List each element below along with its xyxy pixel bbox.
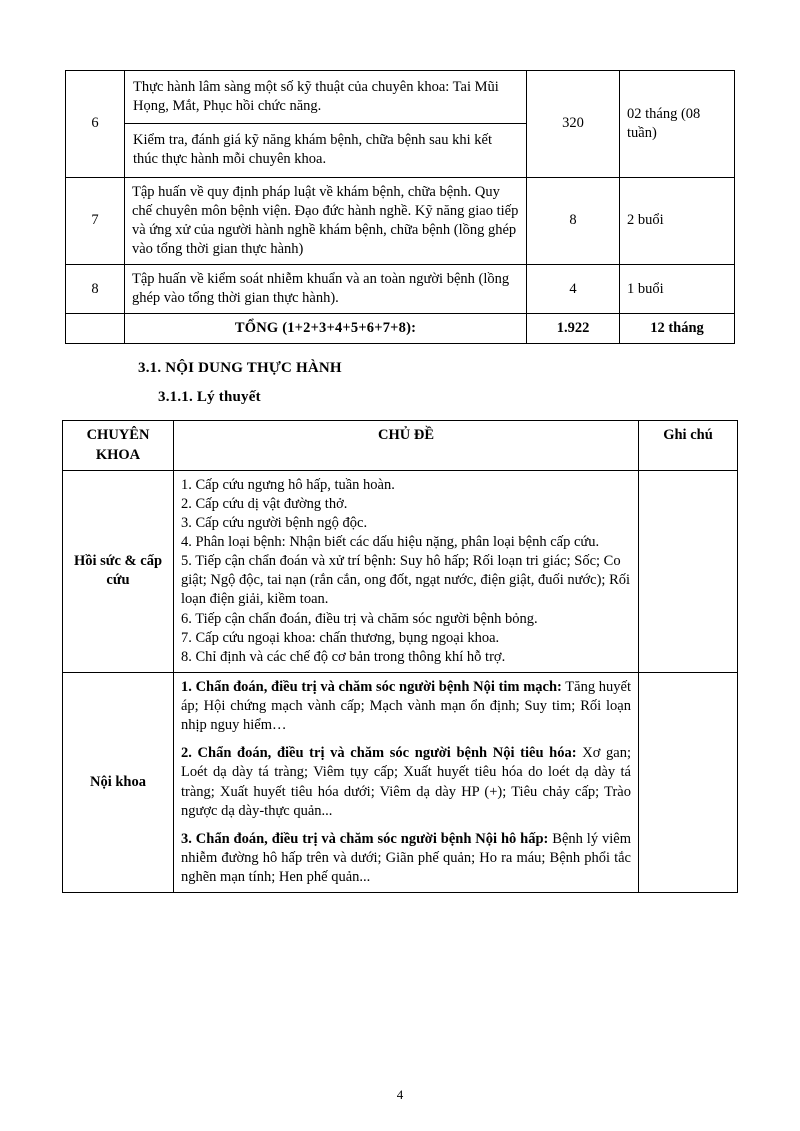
list-item: 8. Chỉ định và các chế độ cơ bản trong thông khí hỗ trợ. — [181, 648, 506, 665]
table-row — [63, 470, 738, 672]
total-duration: 12 tháng — [620, 314, 735, 344]
column-header-note: Ghi chú — [639, 421, 738, 470]
total-empty-cell — [66, 314, 125, 344]
row-hours: 4 — [527, 265, 620, 314]
table-row — [66, 71, 735, 124]
column-header-specialty: CHUYÊN KHOA — [63, 421, 174, 470]
row-content: Kiểm tra, đánh giá kỹ năng khám bệnh, chữa bệnh sau khi kết thúc thực hành mỗi chuyên khoa. — [125, 124, 527, 177]
column-header-topic: CHỦ ĐỀ — [174, 421, 639, 470]
list-item: 6. Tiếp cận chẩn đoán, điều trị và chăm sóc người bệnh bỏng. — [181, 610, 538, 627]
topic-paragraph-body: Xơ gan; Loét dạ dày tá tràng; Viêm tụy cấp; Xuất huyết tiêu hóa do loét dạ dày tá tràng; Xuất huyết tiêu hóa dưới; Viêm dạ dày HP (+); Tiêu chảy cấp; Trào ngược dạ dày-thực quản... — [181, 745, 631, 819]
row-duration: 2 buổi — [620, 177, 735, 265]
list-item: 5. Tiếp cận chẩn đoán và xử trí bệnh: Suy hô hấp; Rối loạn tri giác; Sốc; Co giật; Ngộ độc, tai nạn (rắn cắn, ong đốt, ngạt nước, điện giật, đuối nước); Rối loạn điện giải, kiềm toan. — [181, 553, 631, 608]
row-duration: 02 tháng (08 tuần) — [620, 71, 735, 178]
total-hours: 1.922 — [527, 314, 620, 344]
row-content: Tập huấn về quy định pháp luật về khám bệnh, chữa bệnh. Quy chế chuyên môn bệnh viện. Đạo đức hành nghề. Kỹ năng giao tiếp và ứng xử của người hành nghề khám bệnh, chữa bệnh (lồng ghép vào tổng thời gian thực hành) — [125, 177, 527, 265]
section-heading: 3.1. NỘI DUNG THỰC HÀNH — [138, 360, 342, 377]
row-number: 8 — [66, 265, 125, 314]
page-number: 4 — [396, 1087, 404, 1102]
list-item: 7. Cấp cứu ngoại khoa: chấn thương, bụng ngoại khoa. — [181, 629, 500, 646]
row-hours: 320 — [527, 71, 620, 178]
subsection-heading: 3.1.1. Lý thuyết — [158, 389, 261, 406]
table-header-row — [63, 421, 738, 470]
total-label: TỔNG (1+2+3+4+5+6+7+8): — [125, 314, 527, 344]
cell-note — [639, 470, 738, 672]
topic-paragraph-title: 3. Chẩn đoán, điều trị và chăm sóc người bệnh Nội hô hấp: — [181, 830, 549, 847]
table-row — [63, 672, 738, 892]
row-number: 6 — [66, 71, 125, 178]
schedule-table — [65, 70, 735, 344]
cell-topic — [174, 672, 639, 892]
cell-specialty: Nội khoa — [63, 672, 174, 892]
topic-paragraph-body: Tăng huyết áp; Hội chứng mạch vành cấp; Mạch vành mạn ổn định; Suy tim; Rối loạn nhịp nguy hiểm… — [181, 678, 631, 734]
topic-list — [181, 476, 631, 667]
list-item: 4. Phân loại bệnh: Nhận biết các dấu hiệu nặng, phân loại bệnh cấp cứu. — [181, 534, 600, 550]
table-total-row — [66, 314, 735, 344]
table-row — [66, 177, 735, 265]
row-number: 7 — [66, 177, 125, 265]
content-table — [62, 420, 738, 893]
table-row — [66, 265, 735, 314]
topic-paragraph-body: Bệnh lý viêm nhiễm đường hô hấp trên và dưới; Giãn phế quản; Ho ra máu; Bệnh phổi tắc nghẽn mạn tính; Hen phế quản... — [181, 830, 631, 885]
list-item: 2. Cấp cứu dị vật đường thở. — [181, 495, 348, 512]
row-content: Tập huấn về kiểm soát nhiễm khuẩn và an toàn người bệnh (lồng ghép vào tổng thời gian thực hành). — [125, 265, 527, 314]
topic-paragraph — [181, 830, 631, 887]
row-content: Thực hành lâm sàng một số kỹ thuật của chuyên khoa: Tai Mũi Họng, Mắt, Phục hồi chức năng. — [125, 71, 527, 124]
cell-note — [639, 672, 738, 892]
list-item: 3. Cấp cứu người bệnh ngộ độc. — [181, 514, 368, 531]
row-duration: 1 buổi — [620, 265, 735, 314]
topic-paragraph-title: 2. Chẩn đoán, điều trị và chăm sóc người bệnh Nội tiêu hóa: — [181, 745, 577, 762]
topic-paragraph-title: 1. Chẩn đoán, điều trị và chăm sóc người bệnh Nội tim mạch: — [181, 678, 562, 695]
row-hours: 8 — [527, 177, 620, 265]
cell-specialty: Hồi sức & cấp cứu — [63, 470, 174, 672]
topic-paragraph — [181, 678, 631, 735]
topic-paragraph — [181, 744, 631, 821]
list-item: 1. Cấp cứu ngưng hô hấp, tuần hoàn. — [181, 476, 395, 493]
cell-topic — [174, 470, 639, 672]
